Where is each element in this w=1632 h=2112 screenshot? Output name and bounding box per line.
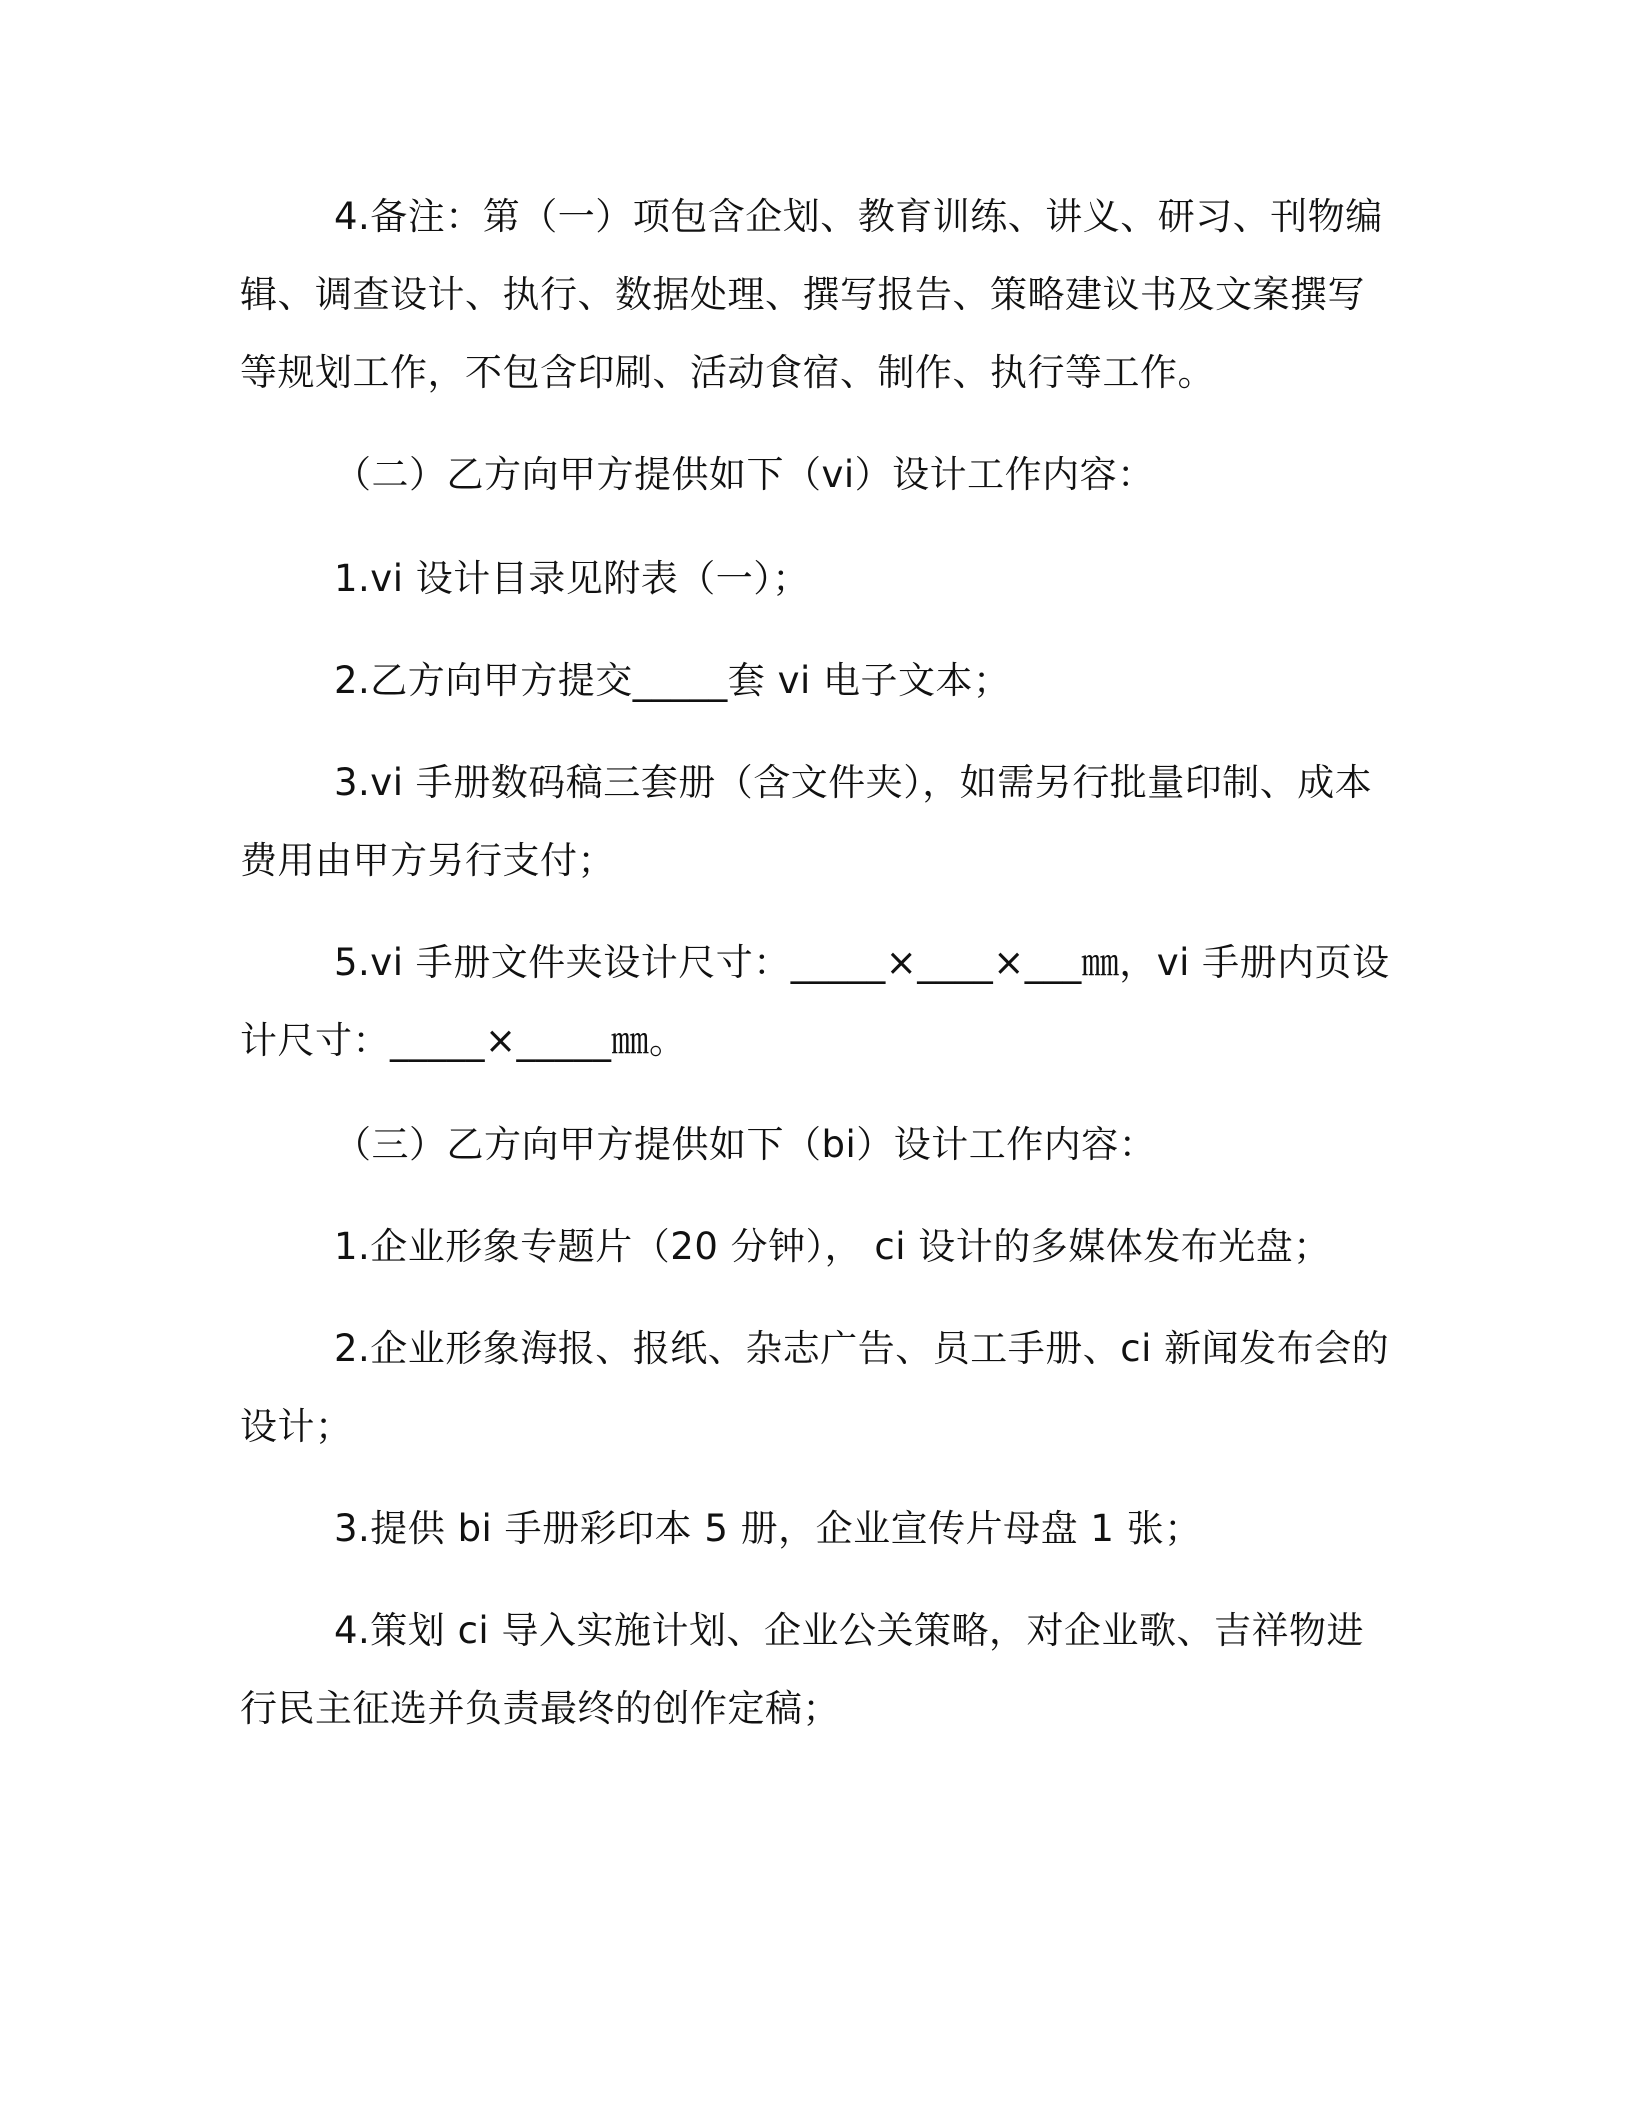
paragraph-bi-item-4: 4.策划 ci 导入实施计划、企业公关策略，对企业歌、吉祥物进行民主征选并负责最终的创作定稿； bbox=[240, 1609, 1364, 1730]
paragraph-vi-item-5: 5.vi 手册文件夹设计尺寸：_____×____×___㎜，vi 手册内页设计尺寸：_____×_____㎜。 bbox=[240, 941, 1390, 1062]
paragraph-bi-item-1: 1.企业形象专题片（20 分钟）， ci 设计的多媒体发布光盘； bbox=[334, 1225, 1331, 1268]
paragraph-vi-item-1: 1.vi 设计目录见附表（一）； bbox=[334, 557, 810, 600]
paragraph-vi-item-3: 3.vi 手册数码稿三套册（含文件夹），如需另行批量印制、成本费用由甲方另行支付； bbox=[240, 761, 1373, 882]
paragraph-vi-item-2: 2.乙方向甲方提交_____套 vi 电子文本； bbox=[334, 659, 1011, 702]
paragraph-note-4: 4.备注：第（一）项包含企划、教育训练、讲义、研习、刊物编辑、调查设计、执行、数据处理、撰写报告、策略建议书及文案撰写等规划工作，不包含印刷、活动食宿、制作、执行等工作。 bbox=[240, 195, 1383, 394]
paragraph-bi-item-2: 2.企业形象海报、报纸、杂志广告、员工手册、ci 新闻发布会的设计； bbox=[240, 1327, 1390, 1448]
paragraph-section-2-heading: （二）乙方向甲方提供如下（vi）设计工作内容： bbox=[334, 453, 1155, 496]
paragraph-bi-item-3: 3.提供 bi 手册彩印本 5 册，企业宣传片母盘 1 张； bbox=[334, 1507, 1202, 1550]
paragraph-section-3-heading: （三）乙方向甲方提供如下（bi）设计工作内容： bbox=[334, 1123, 1157, 1166]
